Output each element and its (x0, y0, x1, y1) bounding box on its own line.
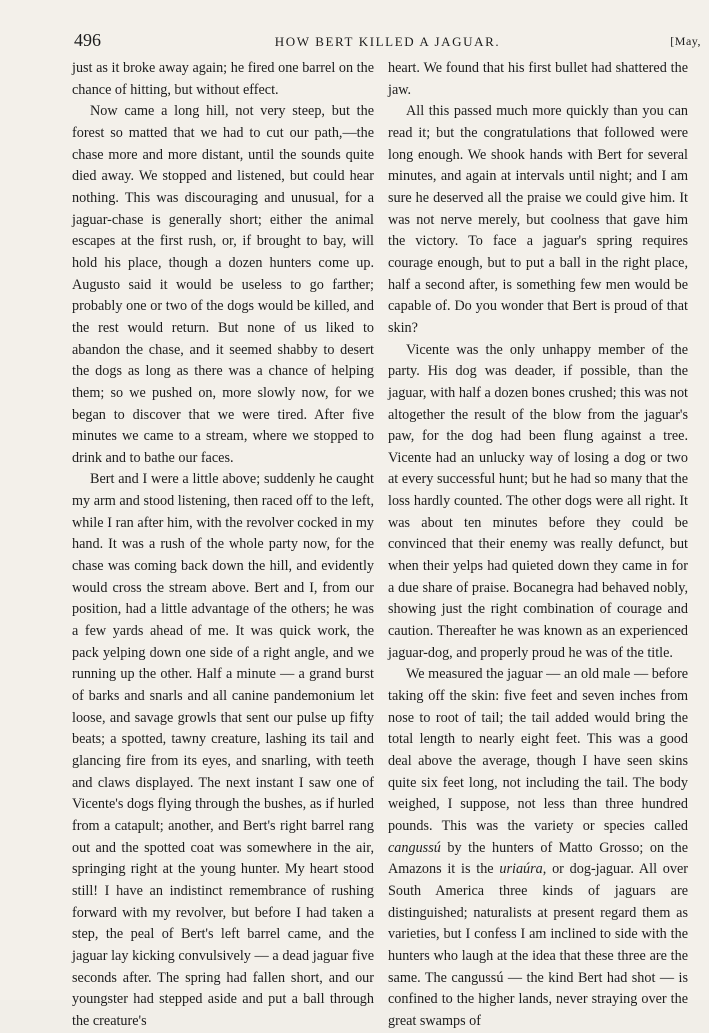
text-run: , or dog-jaguar. All over South America three kinds of jaguars are distinguished; naturalists at present regard them as varieties, but I confess I am inclined to side with the hunters who laugh at the idea that these three are the same. The cangussú — the kind Bert had shot — is confined to the higher lands, never straying over the great swamps of (388, 861, 689, 1029)
running-header (74, 30, 701, 54)
paragraph: just as it broke away again; he fired one barrel on the chance of hitting, but without effect. (72, 60, 374, 98)
paragraph: Now came a long hill, not very steep, but the forest so matted that we had to cut our path,—the chase more and more distant, until the sounds quite died away. We stopped and listened, but could hear nothing. This was discouraging and unusual, for a jaguar-chase is generally short; either the animal escapes at the first rush, or, if brought to bay, will hold his place, though a dozen hunters come up. Augusto said it would be useless to go farther; probably one or two of the dogs would be killed, and the rest would return. But none of us liked to abandon the chase, and it seemed shabby to desert the dogs as long as there was a chance of helping them; so we pushed on, more slowly now, for we began to discover that we were tired. After five minutes we came to a stream, where we stopped to drink and to bathe our faces. (72, 103, 374, 466)
paragraph: Vicente was the only unhappy member of the party. His dog was deader, if possible, than the jaguar, with half a dozen bones crushed; this was not altogether the result of the blow from the jaguar's paw, for the dog had been flung against a tree. Vicente had an unlucky way of losing a dog or two at every successful hunt; but he had so many that the loss hardly counted. The other dogs were all right. It was about ten minutes before they could be convinced that their enemy was really defunct, but when their yelps had quieted down they came in for a due share of praise. Bocanegra had behaved nobly, showing just the right combination of courage and caution. Thereafter he was known as an experienced jaguar-dog, and properly proud he was of the title. (388, 341, 688, 661)
right-column (388, 58, 688, 1033)
paragraph: Bert and I were a little above; suddenly he caught my arm and stood listening, then raced off to the left, while I ran after him, with the revolver cocked in my hand. It was a rush of the whole party now, for the chase was coming back down the hill, and evidently would cross the stream above. Bert and I, from our position, had a little advantage of the others; he was a few yards ahead of me. It was quick work, the pack yelping down one side of a right angle, and we running up the other. Half a minute — a grand burst of barks and snarls and all canine pandemonium let loose, and savage growls that sent our pulse up fifty beats; a spotted, tawny creature, lashing its tail and glancing fire from its eyes, and snarling, with teeth and claws displayed. The next instant I saw one of Vicente's dogs flying through the bushes, as if hurled from a catapult; another, and Bert's right barrel rang out and the spotted coat was somewhere in the air, springing right at the young hunter. My heart stood still! I have an indistinct remembrance of rushing forward with my revolver, but before I had taken a step, the peal of Bert's left barrel came, and the jaguar lay kicking convulsively — a dead jaguar five seconds after. The spring had fallen short, and our youngster had stepped aside and put a ball through the creature's (72, 471, 374, 1029)
text-run: by the hunters of Matto Grosso; on the Amazons it is the (388, 839, 688, 878)
running-title: HOW BERT KILLED A JAGUAR. (274, 34, 501, 49)
page-number: 496 (74, 30, 101, 50)
paragraph: All this passed much more quickly than you can read it; but the congratulations that followed were long enough. We shook hands with Bert for several minutes, and again at intervals until night; and I am sure he deserved all the praise we could give him. It was not nerve merely, but coolness that gave him the victory. To face a jaguar's spring requires courage enough, but to put a ball in the right place, half a second after, is something few men would be capable of. Do you wonder that Bert is proud of that skin? (388, 103, 688, 336)
issue-month: [May, (670, 34, 701, 48)
paragraph: heart. We found that his first bullet had shattered the jaw. (388, 60, 688, 98)
paragraph (388, 664, 688, 1032)
italic-term: uriaúra (499, 861, 543, 878)
left-column (72, 58, 374, 1033)
italic-term: cangussú (388, 839, 441, 856)
text-run: We measured the jaguar — an old male — before taking off the skin: five feet and seven inches from nose to root of tail; the tail added would bring the total length to nearly eight feet. This was a good deal above the average, though I have seen skins quite six feet long, not including the tail. The body weighed, I suppose, not less than three hundred pounds. This was the variety or species called (388, 666, 688, 834)
